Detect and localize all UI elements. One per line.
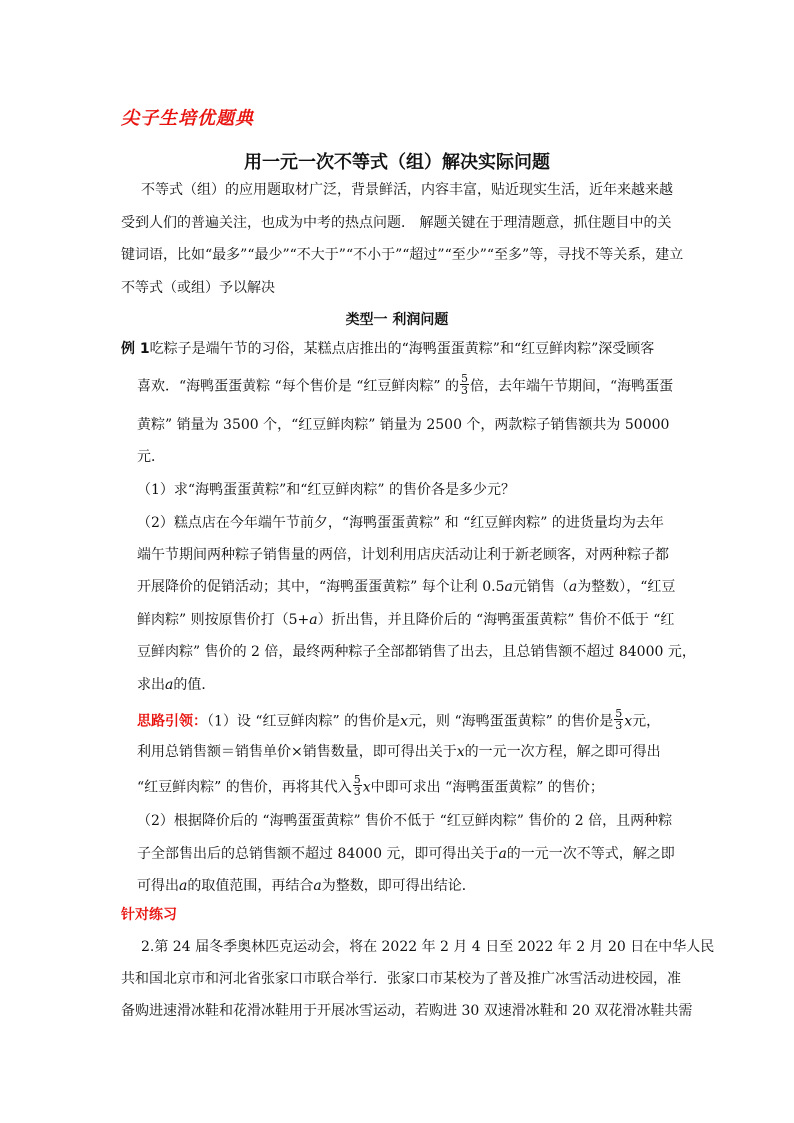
page-title: 用一元一次不等式（组）解决实际问题 (244, 152, 550, 173)
text: 的值． (173, 677, 216, 693)
hint-line-6 (137, 877, 476, 895)
fraction-denominator: 3 (353, 785, 361, 798)
question-2-line-1: （2）糕点店在今年端午节前夕，“海鸭蛋蛋黄粽” 和 “红豆鲜肉粽” 的进货量均为去年 (137, 515, 664, 531)
variable-x: x (400, 713, 409, 730)
example-text: 喜欢．“海鸭蛋蛋黄粽 “每个售价是 “红豆鲜肉粽” 的 (137, 378, 459, 395)
text: 元， (632, 713, 661, 730)
question-2-line-2: 端午节期间两种粽子销售量的两倍，计划利用店庆活动让利于新老顾客，对两种粽子都 (137, 547, 669, 563)
hint-line-3 (137, 773, 604, 799)
text: 的一元一次不等式，解之即 (506, 846, 675, 862)
text: 开展降价的促销活动；其中，“海鸭蛋蛋黄粽” 每个让利 0.5 (137, 579, 505, 595)
example-label: 例 1 (121, 341, 150, 357)
text: “红豆鲜肉粽” 的售价，再将其代入 (137, 779, 352, 796)
example-line-3: 黄粽” 销量为 3500 个，“红豆鲜肉粽” 销量为 2500 个，两款粽子销售额共为 50000 (137, 417, 670, 433)
example-line-2 (137, 372, 674, 398)
intro-line-1: 不等式（组）的应用题取材广泛，背景鲜活，内容丰富，贴近现实生活，近年来越来越 (141, 182, 673, 198)
question-2-line-3 (137, 578, 675, 596)
practice-line-3: 备购进速滑冰鞋和花滑冰鞋用于开展冰雪运动，若购进 30 双速滑冰鞋和 20 双花滑冰鞋共需 (121, 1003, 693, 1019)
text: 利用总销售额＝销售单价×销售数量，即可得出关于 (137, 744, 457, 760)
variable-a: a (313, 878, 322, 894)
text: ）折出售，并且降价后的 “海鸭蛋蛋黄粽” 售价不低于 “红 (317, 612, 675, 628)
hint-line-1 (137, 707, 661, 733)
question-2-line-6 (137, 676, 215, 694)
text: 子全部售出后的总销售额不超过 84000 元，即可得出关于 (137, 846, 499, 862)
question-2-line-5: 豆鲜肉粽” 售价的 2 倍，最终两种粽子全部都销售了出去，且总销售额不超过 84000 元， (137, 644, 696, 660)
variable-a: a (568, 579, 578, 595)
variable-a: a (504, 579, 513, 595)
example-line-1 (121, 340, 654, 358)
variable-x: x (624, 713, 633, 730)
practice-line-1: 2.第 24 届冬季奥林匹克运动会，将在 2022 年 2 月 4 日至 2022 年 2 月 20 日在中华人民 (141, 939, 715, 955)
fraction-numerator: 5 (353, 773, 361, 786)
variable-x: x (456, 744, 465, 760)
text: 中即可求出 “海鸭蛋蛋黄粽” 的售价； (370, 779, 604, 796)
hint-line-5 (137, 845, 675, 863)
question-1: （1）求“海鸭蛋蛋黄粽”和“红豆鲜肉粽” 的售价各是多少元？ (137, 482, 515, 498)
fraction-numerator: 5 (460, 372, 468, 385)
variable-a: a (179, 878, 188, 894)
example-line-4: 元． (137, 449, 165, 465)
fraction (353, 774, 362, 797)
text: 的一元一次方程，解之即可得出 (464, 744, 661, 760)
section-heading: 类型一 利润问题 (345, 312, 449, 328)
text: 元，则 “海鸭蛋蛋黄粽” 的售价是 (408, 713, 614, 730)
intro-line-2: 受到人们的普遍关注，也成为中考的热点问题． 解题关键在于理清题意，抓住题目中的关 (121, 215, 672, 231)
variable-x: x (362, 779, 371, 796)
text: 可得出 (137, 878, 179, 894)
fraction-denominator: 3 (460, 384, 468, 397)
practice-line-2: 共和国北京市和河北省张家口市联合举行．张家口市某校为了普及推广冰雪活动进校园，准 (121, 971, 681, 987)
fraction (614, 708, 623, 731)
intro-line-4: 不等式（或组）予以解决 (121, 280, 275, 296)
hint-line-2 (137, 743, 661, 761)
variable-a: a (309, 612, 318, 628)
text: 鲜肉粽” 则按原售价打（5+ (137, 612, 310, 628)
brand-title: 尖子生培优题典 (121, 108, 254, 129)
example-text: 吃粽子是端午节的习俗，某糕点店推出的“海鸭蛋蛋黄粽”和“红豆鲜肉粽”深受顾客 (149, 341, 655, 357)
text: 求出 (137, 677, 165, 693)
example-text: 倍，去年端午节期间，“海鸭蛋蛋 (469, 378, 674, 395)
text: 为整数），“红豆 (577, 579, 676, 595)
practice-label: 针对练习 (121, 907, 177, 923)
fraction-numerator: 5 (615, 707, 623, 720)
variable-a: a (498, 846, 507, 862)
text: 的取值范围，再结合 (187, 878, 314, 894)
question-2-line-4 (137, 611, 674, 629)
hint-label: 思路引领： (137, 713, 207, 730)
text: 为整数，即可得出结论． (321, 878, 476, 894)
hint-line-4: （2）根据降价后的 “海鸭蛋蛋黄粽” 售价不低于 “红豆鲜肉粽” 售价的 2 倍，且两种粽 (137, 813, 673, 829)
text: （1）设 “红豆鲜肉粽” 的售价是 (207, 713, 401, 730)
variable-a: a (165, 677, 174, 693)
fraction (460, 373, 469, 396)
text: 元销售（ (512, 579, 569, 595)
fraction-denominator: 3 (615, 719, 623, 732)
intro-line-3: 键词语，比如“最多”“最少”“不大于”“不小于”“超过”“至少”“至多”等，寻找不等关系，建立 (121, 247, 684, 263)
